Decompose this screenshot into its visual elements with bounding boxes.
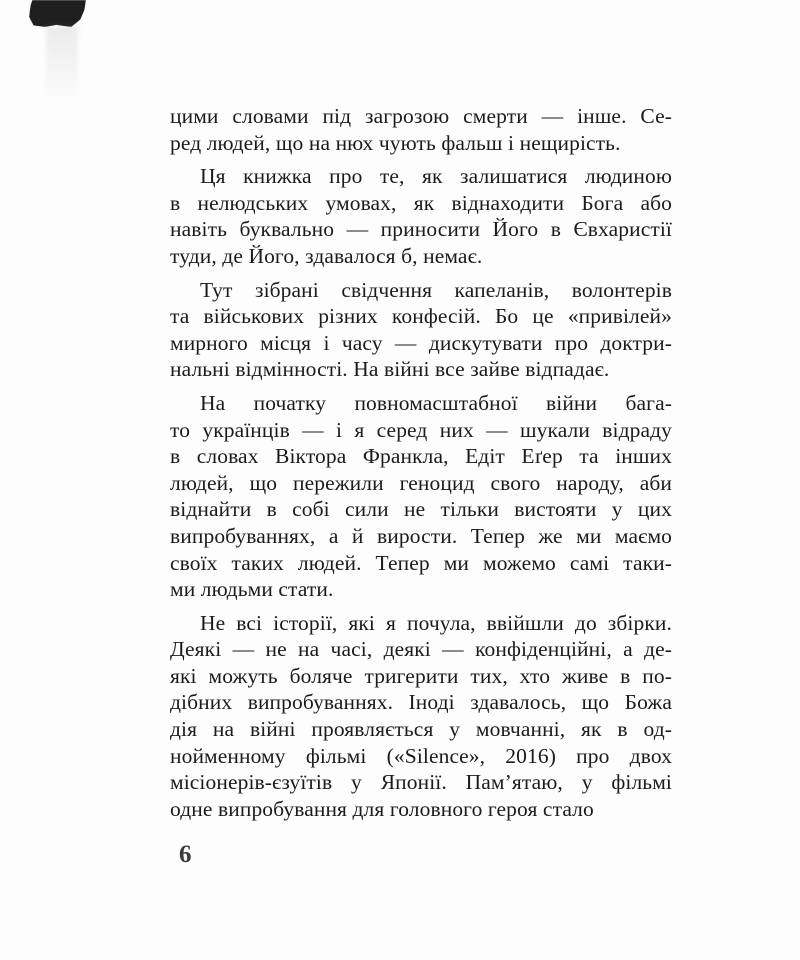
text-line: які можуть боляче тригерити тих, хто живе в по- (170, 663, 672, 688)
text-line: нальні відмінності. На війні все зайве відпадає. (170, 357, 610, 382)
paragraph (170, 390, 672, 603)
paragraph (170, 610, 672, 823)
text-line: мирного місця і часу — дискутувати про доктри- (170, 330, 672, 355)
text-line: в словах Віктора Франкла, Едіт Еґер та інших (170, 444, 672, 469)
text-line: ред людей, що на нюх чують фальш і нещирість. (170, 130, 621, 155)
paragraph (170, 103, 672, 156)
text-line: Ця книжка про те, як залишатися людиною (200, 164, 672, 189)
scan-streak (46, 26, 78, 106)
paragraph (170, 277, 672, 383)
text-line: туди, де Його, здавалося б, немає. (170, 243, 483, 268)
text-line: людей, що пережили геноцид свого народу, аби (170, 470, 672, 495)
text-line: дія на війні проявляється у мовчанні, як в од- (170, 717, 672, 742)
text-line: одне випробування для головного героя стало (170, 796, 594, 821)
text-line: ми людьми стати. (170, 577, 334, 602)
text-line: навіть буквально — приносити Його в Євхаристії (170, 217, 672, 242)
text-line: На початку повномасштабної війни бага- (200, 390, 672, 415)
text-line: своїх таких людей. Тепер ми можемо самі таки- (170, 550, 672, 575)
text-line: та військових різних конфесій. Бо це «привілей» (170, 304, 672, 329)
text-line: дібних випробуваннях. Іноді здавалось, що Божа (170, 690, 672, 715)
text-line: Тут зібрані свідчення капеланів, волонтерів (200, 277, 672, 302)
text-line: нойменному фільмі («Silence», 2016) про двох (170, 743, 672, 768)
text-line: Деякі — не на часі, деякі — конфіденційні, а де- (170, 637, 672, 662)
text-line: випробуваннях, а й вирости. Тепер же ми маємо (170, 523, 672, 548)
scan-artifact (29, 0, 86, 27)
paragraph (170, 163, 672, 269)
text-line: то українців — і я серед них — шукали відраду (170, 417, 672, 442)
text-line: цими словами під загрозою смерти — інше. Се- (170, 104, 672, 128)
page-text (170, 103, 672, 829)
text-line: віднайти в собі сили не тільки вистояти у цих (170, 497, 672, 522)
text-line: в нелюдських умовах, як віднаходити Бога або (170, 190, 672, 215)
page-number: 6 (179, 841, 192, 868)
text-line: місіонерів-єзуїтів у Японії. Пам’ятаю, у фільмі (170, 770, 672, 795)
text-line: Не всі історії, які я почула, ввійшли до збірки. (200, 610, 672, 635)
